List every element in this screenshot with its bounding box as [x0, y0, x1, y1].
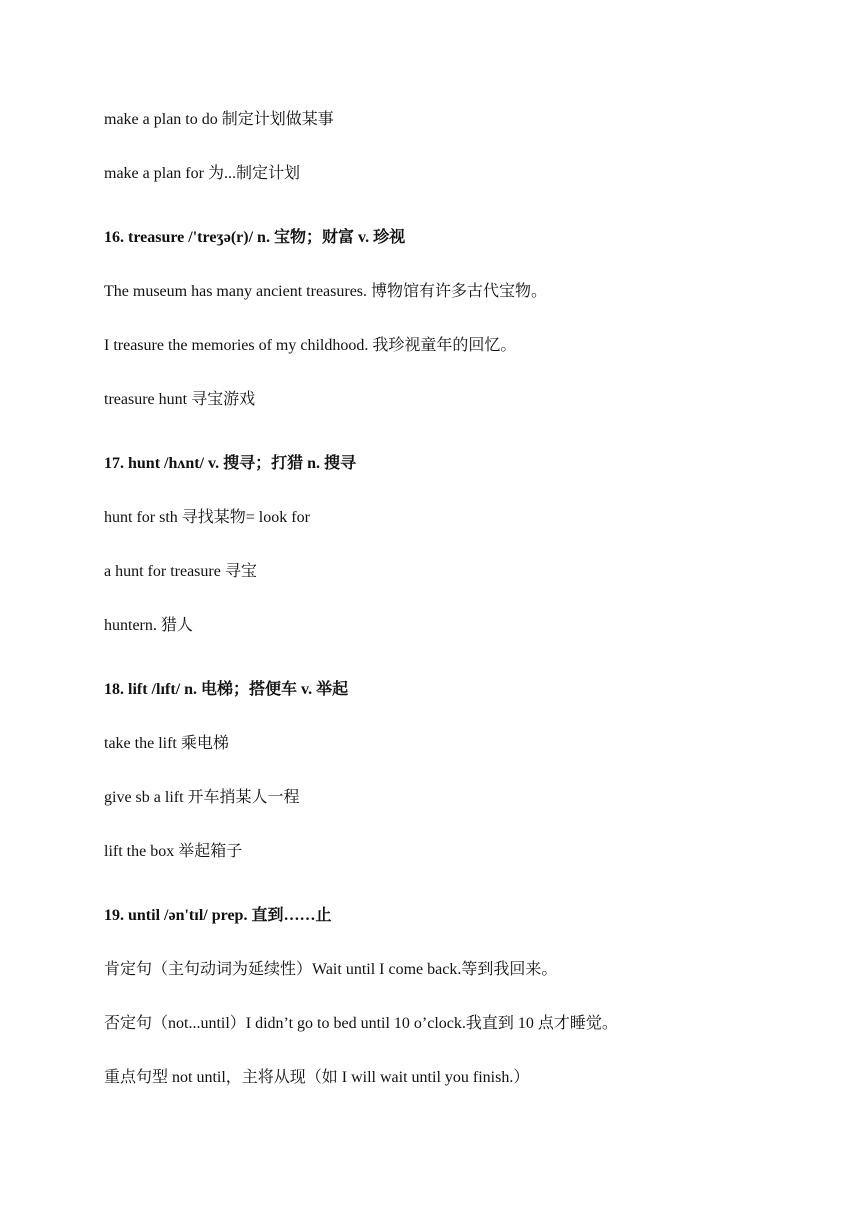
phrase-make-plan-to-do: make a plan to do 制定计划做某事: [104, 111, 334, 128]
entry-heading-lift: 18. lift /lɪft/ n. 电梯；搭便车 v. 举起: [104, 681, 349, 698]
usage-affirmative: 肯定句（主句动词为延续性）Wait until I come back.等到我回来。: [104, 961, 558, 978]
phrase-make-plan-for: make a plan for 为...制定计划: [104, 165, 300, 182]
entry-heading-hunt: 17. hunt /hʌnt/ v. 搜寻；打猎 n. 搜寻: [104, 455, 357, 472]
phrase-hunt-for: hunt for sth 寻找某物= look for: [104, 509, 310, 526]
entry-heading-treasure: 16. treasure /'treʒə(r)/ n. 宝物；财富 v. 珍视: [104, 229, 406, 246]
usage-negative: 否定句（not...until）I didn’t go to bed until 10 o’clock.我直到 10 点才睡觉。: [104, 1015, 618, 1032]
example-sentence-museum: The museum has many ancient treasures. 博物馆有许多古代宝物。: [104, 283, 548, 300]
phrase-hunt-for-treasure: a hunt for treasure 寻宝: [104, 563, 257, 580]
entry-heading-until: 19. until /ən'tɪl/ prep. 直到……止: [104, 907, 332, 924]
usage-key-pattern: 重点句型 not until，主将从现（如 I will wait until you finish.）: [104, 1069, 530, 1086]
phrase-treasure-hunt: treasure hunt 寻宝游戏: [104, 391, 256, 408]
example-sentence-childhood: I treasure the memories of my childhood. 我珍视童年的回忆。: [104, 337, 517, 354]
phrase-hunter: huntern. 猎人: [104, 617, 193, 634]
phrase-lift-the-box: lift the box 举起箱子: [104, 843, 243, 860]
phrase-take-the-lift: take the lift 乘电梯: [104, 735, 229, 752]
phrase-give-a-lift: give sb a lift 开车捎某人一程: [104, 789, 300, 806]
